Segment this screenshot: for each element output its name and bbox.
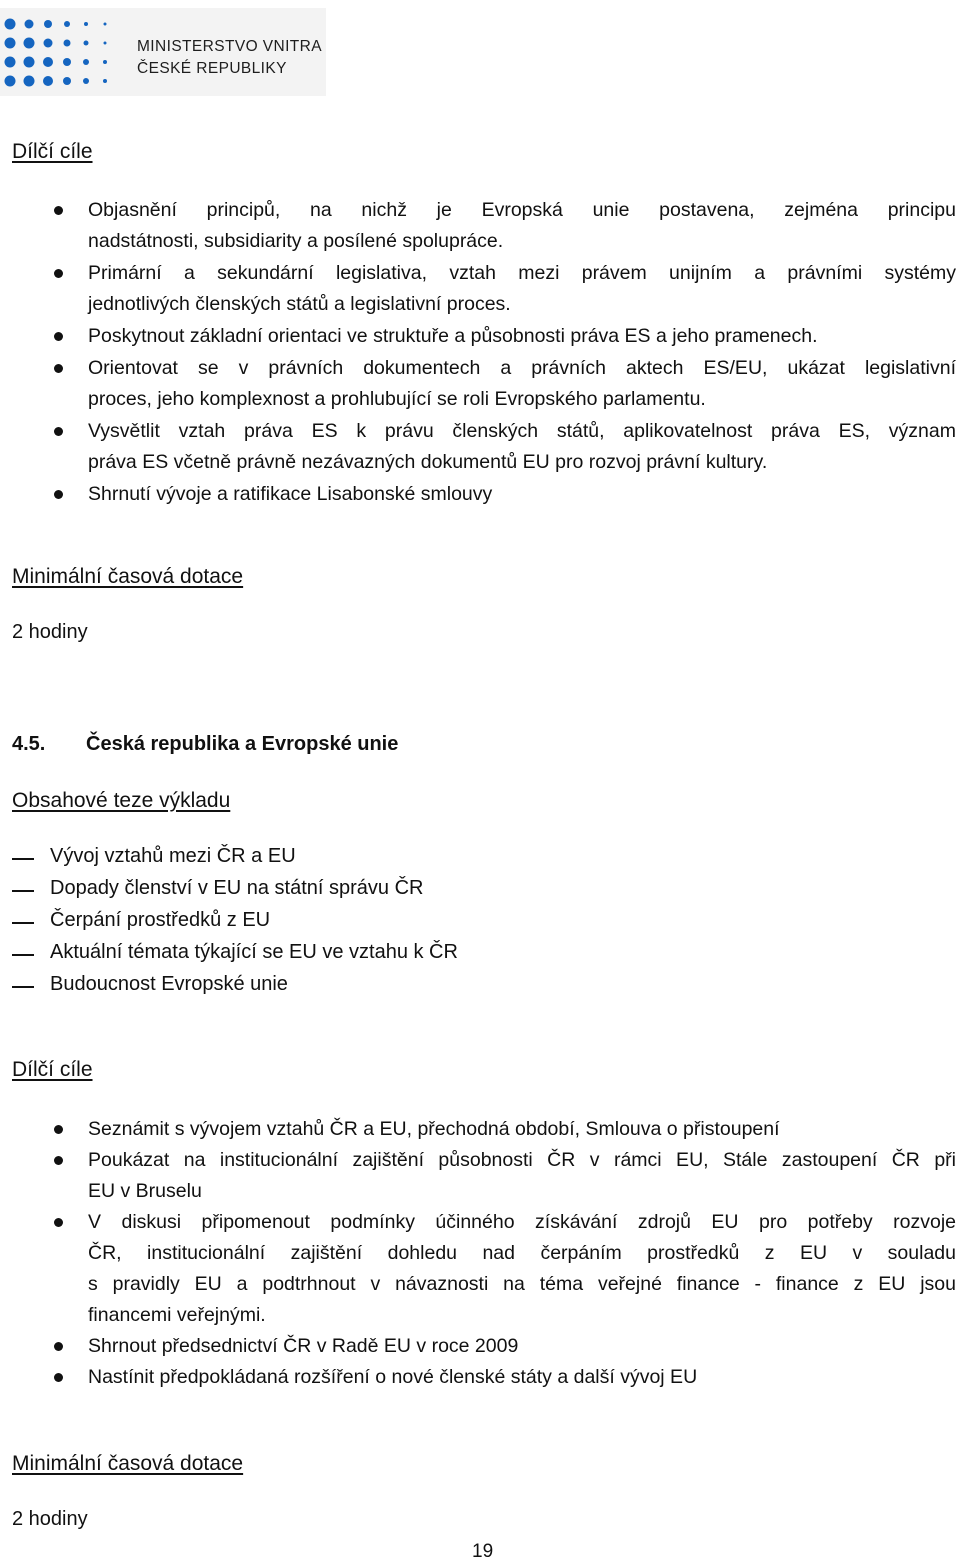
bullet-icon	[54, 1125, 63, 1134]
list-item	[88, 1114, 956, 1145]
logo-dot	[5, 57, 16, 68]
list-item-line: EU v Bruselu	[88, 1180, 202, 1202]
logo-dot	[104, 23, 107, 26]
bullet-icon	[54, 1342, 63, 1351]
section1-goals-heading: Dílčí cíle	[12, 140, 93, 163]
bullet-icon	[54, 364, 63, 373]
content-item: Čerpání prostředků z EU	[50, 909, 271, 931]
bullet-icon	[54, 206, 63, 215]
content-item: Aktuální témata týkající se EU ve vztahu k ČR	[50, 941, 458, 963]
section2-number: 4.5.	[12, 733, 46, 755]
logo-dot	[25, 20, 34, 29]
logo-dot	[64, 40, 71, 47]
content-item: Budoucnost Evropské unie	[50, 973, 288, 995]
bullet-icon	[54, 269, 63, 278]
list-item	[88, 479, 956, 510]
list-item	[88, 1331, 956, 1362]
section1-time-value: 2 hodiny	[12, 621, 88, 643]
logo-dot	[43, 76, 53, 86]
logo-dot	[83, 59, 89, 65]
logo-dot	[103, 60, 107, 64]
list-item-line: financemi veřejnými.	[88, 1304, 266, 1326]
logo-dot	[44, 20, 52, 28]
logo-dot	[5, 19, 16, 30]
section2-title: Česká republika a Evropské unie	[86, 733, 399, 755]
bullet-icon	[54, 490, 63, 499]
list-item-line: s pravidly EU a podtrhnout v návaznosti na téma veřejné finance - finance z EU jsou	[88, 1273, 956, 1295]
logo-dot-grid-icon	[0, 14, 120, 94]
list-item	[88, 321, 956, 352]
logo-dot	[24, 38, 35, 49]
page-number: 19	[472, 1541, 494, 1562]
list-item-line: Orientovat se v právních dokumentech a právních aktech ES/EU, ukázat legislativní	[88, 357, 956, 379]
bullet-icon	[54, 1218, 63, 1227]
list-item-line: Shrnout předsednictví ČR v Radě EU v roce 2009	[88, 1335, 519, 1357]
list-item-line: Poukázat na institucionální zajištění působnosti ČR v rámci EU, Stále zastoupení ČR při	[88, 1149, 956, 1171]
logo-dot	[5, 38, 16, 49]
section1-time-heading: Minimální časová dotace	[12, 565, 244, 588]
list-item-line: nadstátnosti, subsidiarity a posílené spolupráce.	[88, 230, 504, 252]
logo-dot	[83, 78, 89, 84]
list-item-line: jednotlivých členských států a legislativní proces.	[88, 293, 511, 315]
logo-dot	[63, 77, 71, 85]
dash-icon	[12, 954, 34, 956]
dash-icon	[12, 922, 34, 924]
list-item	[88, 416, 956, 478]
list-item	[88, 1362, 956, 1393]
list-item-line: Nastínit předpokládaná rozšíření o nové členské státy a další vývoj EU	[88, 1366, 698, 1388]
list-item-line: Poskytnout základní orientaci ve struktuře a působnosti práva ES a jeho pramenech.	[88, 325, 818, 347]
list-item-line: Primární a sekundární legislativa, vztah mezi právem unijním a právními systémy	[88, 262, 956, 284]
list-item-line: ČR, institucionální zajištění dohledu nad čerpáním prostředků z EU v souladu	[88, 1242, 956, 1264]
logo-dot	[64, 21, 70, 27]
bullet-icon	[54, 1373, 63, 1382]
bullet-icon	[54, 427, 63, 436]
list-item-line: V diskusi připomenout podmínky účinného získávání zdrojů EU pro potřeby rozvoje	[88, 1211, 956, 1233]
list-item	[88, 1145, 956, 1207]
list-item-line: Objasnění principů, na nichž je Evropská unie postavena, zejména principu	[88, 199, 956, 221]
logo-dot	[103, 79, 107, 83]
list-item	[88, 1207, 956, 1331]
content-item: Dopady členství v EU na státní správu ČR	[50, 877, 424, 899]
list-item	[88, 195, 956, 257]
content-item: Vývoj vztahů mezi ČR a EU	[50, 845, 296, 867]
list-item-line: Seznámit s vývojem vztahů ČR a EU, přechodná období, Smlouva o přistoupení	[88, 1118, 780, 1140]
list-item	[88, 353, 956, 415]
section2-time-value: 2 hodiny	[12, 1508, 88, 1530]
list-item-line: Shrnutí vývoje a ratifikace Lisabonské smlouvy	[88, 483, 493, 505]
logo-text-line2: ČESKÉ REPUBLIKY	[137, 60, 287, 77]
bullet-icon	[54, 1156, 63, 1165]
logo-dot	[5, 76, 16, 87]
logo-dot	[24, 76, 35, 87]
dash-icon	[12, 890, 34, 892]
bullet-icon	[54, 332, 63, 341]
dash-icon	[12, 858, 34, 860]
section2-goals-heading: Dílčí cíle	[12, 1058, 93, 1081]
logo-dot	[24, 57, 35, 68]
logo-dot	[84, 41, 89, 46]
logo-dot	[104, 42, 107, 45]
dash-icon	[12, 986, 34, 988]
list-item-line: proces, jeho komplexnost a prohlubující se roli Evropského parlamentu.	[88, 388, 706, 410]
list-item-line: Vysvětlit vztah práva ES k právu členských států, aplikovatelnost práva ES, význam	[88, 420, 956, 442]
ministry-logo	[0, 8, 326, 96]
section2-time-heading: Minimální časová dotace	[12, 1452, 244, 1475]
logo-dot	[43, 57, 53, 67]
section2-content-heading: Obsahové teze výkladu	[12, 789, 231, 812]
logo-text-line1: MINISTERSTVO VNITRA	[137, 38, 323, 55]
list-item-line: práva ES včetně právně nezávazných dokumentů EU pro rozvoj právní kultury.	[88, 451, 768, 473]
logo-dot	[84, 22, 88, 26]
logo-dot	[63, 58, 71, 66]
list-item	[88, 258, 956, 320]
logo-dot	[44, 39, 53, 48]
